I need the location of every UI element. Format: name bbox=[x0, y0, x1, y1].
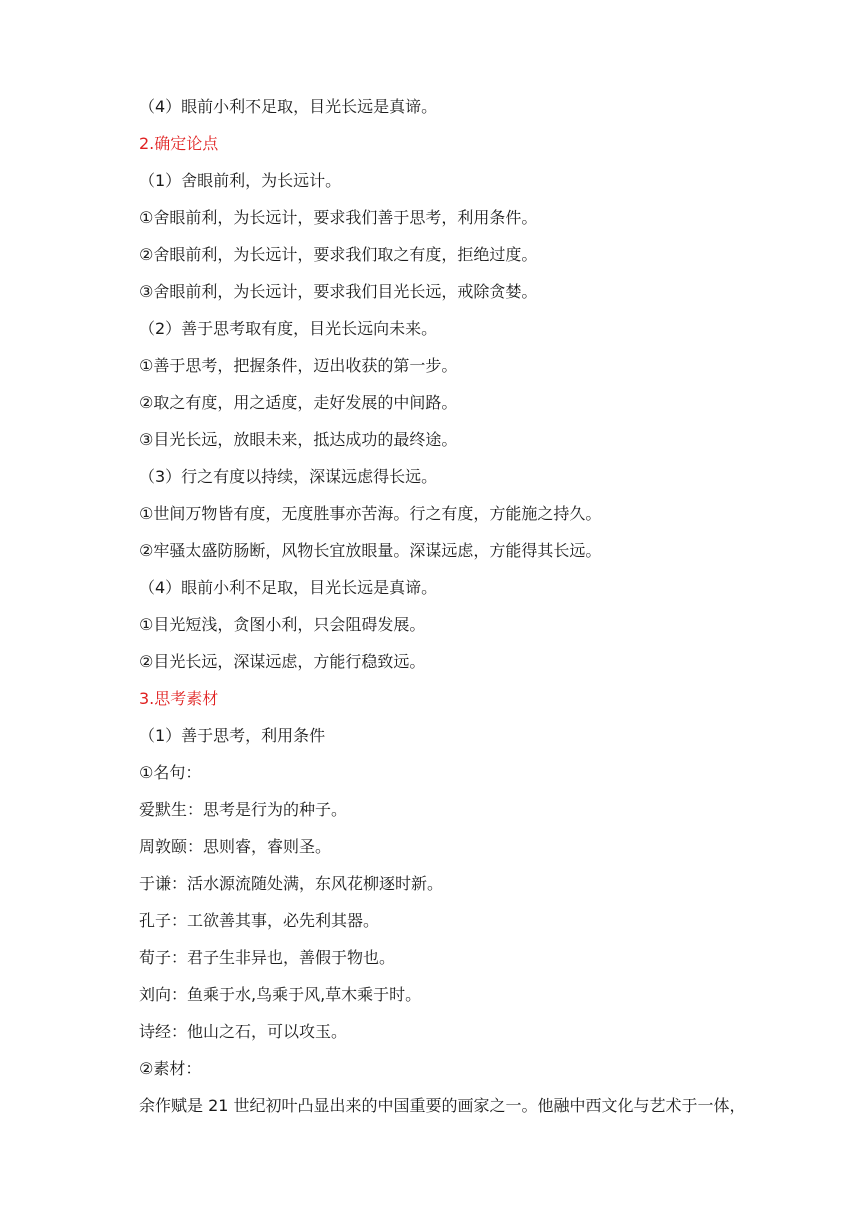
quote-line: 周敦颐：思则睿，睿则圣。 bbox=[139, 837, 332, 856]
quote-line: 荀子：君子生非异也，善假于物也。 bbox=[139, 948, 396, 967]
quote-line: 诗经：他山之石，可以攻玉。 bbox=[139, 1022, 348, 1041]
body-text: ②取之有度，用之适度，走好发展的中间路。 bbox=[139, 393, 458, 412]
body-text: ②素材： bbox=[139, 1059, 202, 1078]
body-text: ③目光长远，放眼未来，抵达成功的最终途。 bbox=[139, 430, 458, 449]
body-text: ①世间万物皆有度，无度胜事亦苦海。行之有度，方能施之持久。 bbox=[139, 504, 602, 523]
body-text: ②舍眼前利，为长远计，要求我们取之有度，拒绝过度。 bbox=[139, 245, 538, 264]
body-text: ③舍眼前利，为长远计，要求我们目光长远，戒除贪婪。 bbox=[139, 282, 538, 301]
body-text: （3）行之有度以持续，深谋远虑得长远。 bbox=[139, 467, 438, 486]
section-heading: 3.思考素材 bbox=[139, 689, 219, 708]
body-text: ②牢骚太盛防肠断，风物长宜放眼量。深谋远虑，方能得其长远。 bbox=[139, 541, 602, 560]
section-heading: 2.确定论点 bbox=[139, 134, 219, 153]
quote-line: 爱默生：思考是行为的种子。 bbox=[139, 800, 348, 819]
body-text: （1）舍眼前利，为长远计。 bbox=[139, 171, 342, 190]
body-text: （2）善于思考取有度，目光长远向未来。 bbox=[139, 319, 438, 338]
body-text: （4）眼前小利不足取，目光长远是真谛。 bbox=[139, 578, 438, 597]
body-text: （4）眼前小利不足取，目光长远是真谛。 bbox=[139, 97, 438, 116]
body-text: ①善于思考，把握条件，迈出收获的第一步。 bbox=[139, 356, 458, 375]
document-page bbox=[139, 88, 769, 1124]
body-text: ②目光长远，深谋远虑，方能行稳致远。 bbox=[139, 652, 426, 671]
body-text: ①名句： bbox=[139, 763, 202, 782]
body-text: 余作赋是 21 世纪初叶凸显出来的中国重要的画家之一。他融中西文化与艺术于一体， bbox=[139, 1096, 746, 1115]
quote-line: 孔子：工欲善其事，必先利其器。 bbox=[139, 911, 380, 930]
quote-line: 于谦：活水源流随处满，东风花柳逐时新。 bbox=[139, 874, 444, 893]
body-text: （1）善于思考，利用条件 bbox=[139, 726, 326, 745]
quote-line: 刘向：鱼乘于水,鸟乘于风,草木乘于时。 bbox=[139, 985, 422, 1004]
body-text: ①目光短浅，贪图小利，只会阻碍发展。 bbox=[139, 615, 426, 634]
body-text: ①舍眼前利，为长远计，要求我们善于思考，利用条件。 bbox=[139, 208, 538, 227]
